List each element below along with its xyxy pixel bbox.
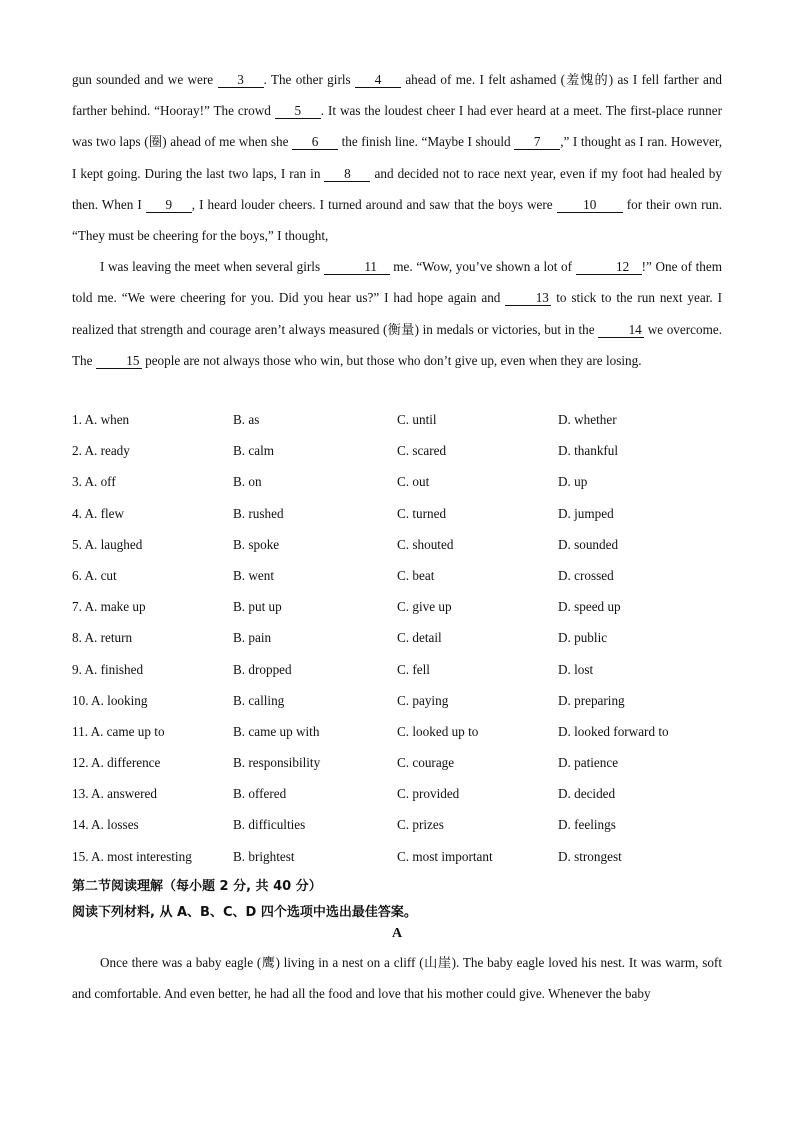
option-b: B. came up with bbox=[233, 723, 320, 739]
option-row bbox=[72, 841, 752, 872]
blank-12: 12 bbox=[576, 259, 642, 275]
cloze-passage bbox=[72, 64, 722, 376]
option-b: B. put up bbox=[233, 599, 282, 615]
option-b: B. brightest bbox=[233, 848, 295, 864]
option-d: D. thankful bbox=[558, 443, 619, 459]
blank-9: 9 bbox=[146, 197, 192, 213]
option-b: B. pain bbox=[233, 630, 272, 646]
option-c: C. looked up to bbox=[397, 723, 479, 739]
option-d: D. patience bbox=[558, 755, 619, 771]
text: I was leaving the meet when several girls bbox=[100, 259, 324, 275]
option-row bbox=[72, 778, 752, 809]
option-a: 7. A. make up bbox=[72, 599, 146, 615]
option-d: D. looked forward to bbox=[558, 723, 669, 739]
option-c: C. shouted bbox=[397, 536, 454, 552]
option-a: 11. A. came up to bbox=[72, 723, 165, 739]
text: to stick to the run next year. I realized that strength and courage aren’t always measured (衡量) in medals or victories, but in the bbox=[72, 290, 722, 337]
option-c: C. give up bbox=[397, 599, 452, 615]
option-b: B. went bbox=[233, 567, 275, 583]
answer-options bbox=[72, 404, 752, 872]
option-row bbox=[72, 529, 752, 560]
option-b: B. calling bbox=[233, 692, 285, 708]
text: people are not always those who win, but those who don’t give up, even when they are losing. bbox=[141, 352, 642, 368]
option-a: 4. A. flew bbox=[72, 505, 125, 521]
paragraph-2 bbox=[72, 251, 722, 376]
option-b: B. rushed bbox=[233, 505, 284, 521]
option-d: D. whether bbox=[558, 412, 617, 427]
option-row bbox=[72, 498, 752, 529]
option-a: 1. A. when bbox=[72, 412, 130, 427]
option-a: 10. A. looking bbox=[72, 692, 148, 708]
text: we overcome. The bbox=[72, 321, 722, 368]
text: and decided not to race next year, even if my foot had healed by then. When I bbox=[72, 165, 722, 212]
option-d: D. preparing bbox=[558, 692, 625, 708]
option-row bbox=[72, 654, 752, 685]
text: . It was the loudest cheer I had ever heard at a meet. The first-place runner was two laps (圈) ahead of me when she bbox=[72, 103, 722, 150]
text: . The other girls bbox=[263, 72, 355, 87]
option-b: B. on bbox=[233, 474, 262, 490]
text: for their own run. “They must be cheering for the boys,” I thought, bbox=[72, 196, 722, 244]
option-b: B. responsibility bbox=[233, 755, 321, 771]
part-title: A bbox=[391, 926, 403, 941]
option-d: D. sounded bbox=[558, 536, 619, 552]
text: the finish line. “Maybe I should bbox=[338, 134, 515, 150]
option-a: 2. A. ready bbox=[72, 443, 130, 459]
option-row bbox=[72, 591, 752, 622]
option-c: C. courage bbox=[397, 755, 455, 771]
option-row bbox=[72, 747, 752, 778]
option-row bbox=[72, 404, 752, 435]
blank-4: 4 bbox=[355, 72, 401, 88]
text: !” One of them told me. “We were cheering for you. Did you hear us?” I had hope again and bbox=[72, 259, 722, 306]
option-a: 3. A. off bbox=[72, 474, 116, 490]
blank-10: 10 bbox=[557, 197, 623, 213]
blank-7: 7 bbox=[514, 134, 560, 150]
blank-11: 11 bbox=[324, 259, 390, 275]
option-a: 8. A. return bbox=[72, 630, 133, 646]
blank-5: 5 bbox=[275, 103, 321, 119]
paragraph-1 bbox=[72, 64, 722, 251]
text: ahead of me. I felt ashamed (羞愧的) as I fell farther and farther behind. “Hooray!” The crowd bbox=[72, 72, 723, 119]
option-c: C. provided bbox=[397, 786, 460, 802]
text: gun sounded and we were bbox=[72, 72, 218, 87]
option-c: C. out bbox=[397, 474, 430, 490]
blank-6: 6 bbox=[292, 134, 338, 150]
blank-8: 8 bbox=[324, 166, 370, 182]
option-a: 13. A. answered bbox=[72, 786, 157, 802]
option-d: D. up bbox=[558, 474, 588, 490]
option-a: 15. A. most interesting bbox=[72, 848, 192, 864]
option-a: 14. A. losses bbox=[72, 817, 139, 833]
option-d: D. lost bbox=[558, 661, 594, 677]
option-c: C. turned bbox=[397, 505, 447, 521]
option-d: D. decided bbox=[558, 786, 616, 802]
option-row bbox=[72, 809, 752, 840]
option-b: B. difficulties bbox=[233, 817, 306, 833]
option-a: 9. A. finished bbox=[72, 661, 144, 677]
option-b: B. dropped bbox=[233, 661, 292, 677]
option-row bbox=[72, 466, 752, 497]
option-row bbox=[72, 716, 752, 747]
blank-14: 14 bbox=[598, 322, 644, 338]
option-c: C. prizes bbox=[397, 817, 444, 833]
section-instruction: 阅读下列材料, 从 A、B、C、D 四个选项中选出最佳答案。 bbox=[72, 905, 417, 920]
option-c: C. detail bbox=[397, 630, 442, 646]
option-b: B. offered bbox=[233, 786, 287, 802]
option-row bbox=[72, 622, 752, 653]
option-d: D. crossed bbox=[558, 567, 614, 583]
option-d: D. feelings bbox=[558, 817, 616, 833]
option-b: B. calm bbox=[233, 443, 275, 459]
text: me. “Wow, you’ve shown a lot of bbox=[389, 259, 576, 275]
text: ,” I thought as I ran. However, I kept going. During the last two laps, I ran in bbox=[72, 134, 722, 181]
option-row bbox=[72, 560, 752, 591]
blank-15: 15 bbox=[96, 353, 142, 369]
option-a: 12. A. difference bbox=[72, 755, 161, 771]
blank-3: 3 bbox=[218, 72, 264, 88]
option-b: B. spoke bbox=[233, 536, 280, 552]
text: , I heard louder cheers. I turned around and saw that the boys were bbox=[191, 196, 557, 212]
option-c: C. paying bbox=[397, 692, 449, 708]
option-d: D. speed up bbox=[558, 599, 621, 615]
option-d: D. jumped bbox=[558, 505, 614, 521]
option-b: B. as bbox=[233, 412, 260, 427]
option-c: C. until bbox=[397, 412, 437, 427]
option-c: C. beat bbox=[397, 567, 435, 583]
option-a: 5. A. laughed bbox=[72, 536, 143, 552]
option-row bbox=[72, 435, 752, 466]
option-row bbox=[72, 685, 752, 716]
section-heading: 第二节阅读理解（每小题 2 分, 共 40 分） bbox=[72, 879, 322, 894]
option-c: C. most important bbox=[397, 848, 493, 864]
blank-13: 13 bbox=[505, 290, 551, 306]
option-c: C. scared bbox=[397, 443, 447, 459]
reading-passage-a bbox=[72, 947, 722, 1009]
paragraph: Once there was a baby eagle (鹰) living in a nest on a cliff (山崖). The baby eagle loved his nest. It was warm, soft and comfortable. And even better, he had all the food and love that his mother could give. Whenever the baby bbox=[72, 955, 722, 1002]
option-d: D. strongest bbox=[558, 848, 622, 864]
option-c: C. fell bbox=[397, 661, 430, 677]
option-a: 6. A. cut bbox=[72, 567, 117, 583]
option-d: D. public bbox=[558, 630, 608, 646]
